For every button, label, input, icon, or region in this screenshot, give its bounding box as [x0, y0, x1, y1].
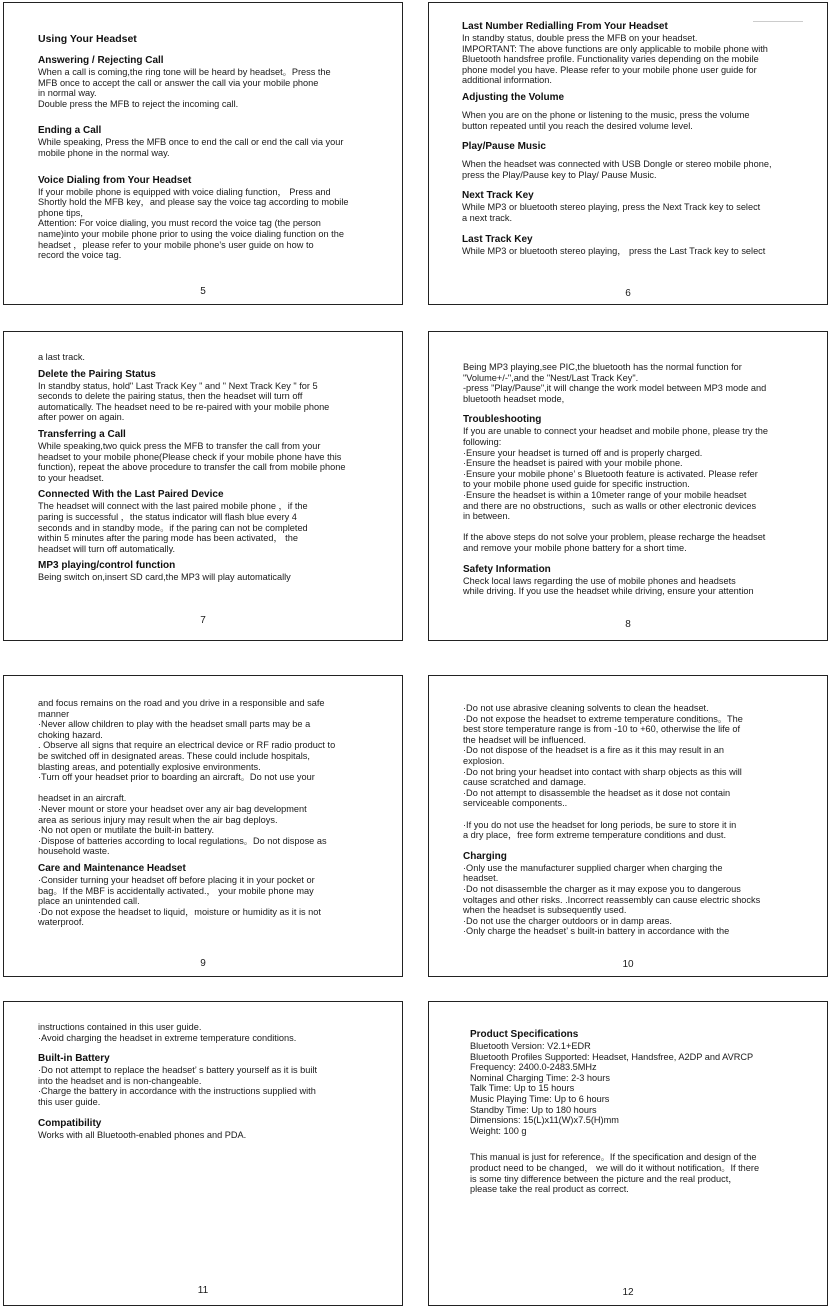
section-body-transfer-call: While speaking,two quick press the MFB to transfer the call from your headset to your mobile phone(Please check if your mobile phone have this function), repeat the above procedure to transfer the call from mobile phone to your headset.	[38, 440, 346, 483]
page-10-content	[463, 703, 811, 937]
section-heading-ending-call: Ending a Call	[38, 125, 102, 137]
manual-page-12	[428, 1001, 828, 1306]
section-body-troubleshooting: If you are unable to connect your headset and mobile phone, please try the following: ·Ensure your headset is turned off and is properly charged. ·Ensure the headset is paired with your mobile phone. ·Ensure your mobile phone’ s Bluetooth feature is activated. Please refer to your mobile phone used guide for specific instruction. ·Ensure the headset is within a 10meter range of your mobile headset and there are no obstructions，such as walls or other electronic devices in between. If the above steps do not solve your problem, please recharge the headset and remove your mobile phone battery for a short time.	[463, 426, 768, 553]
section-body-delete-pairing: In standby status, hold" Last Track Key " and " Next Track Key " for 5 seconds to delete the pairing status, then the headset will turn off automatically. The headset need to be re-paired with your mobile phone after power on again.	[38, 380, 330, 423]
page-11-intro: instructions contained in this user guide. ·Avoid charging the headset in extreme temperature conditions.	[38, 1022, 297, 1043]
section-body-ending-call: While speaking, Press the MFB once to end the call or end the call via your mobile phone in the normal way.	[38, 137, 344, 158]
page-10-intro: ·Do not use abrasive cleaning solvents to clean the headset. ·Do not expose the headset to extreme temperature conditions。The best store temperature range is from -10 to +60, otherwise the life of the headset will be influenced. ·Do not dispose of the headset is a fire as it this may result in an explosion. ·Do not bring your headset into contact with sharp objects as this will cause scratched and damage. ·Do not attempt to disassemble the headset as it dose not contain serviceable components.. ·If you do not use the headset for long periods, be sure to store it in a dry place，free form extreme temperature conditions and dust.	[463, 703, 743, 841]
section-heading-battery: Built-in Battery	[38, 1053, 110, 1065]
section-body-answering: When a call is coming,the ring tone will be heard by headset。Press the MFB once to accept the call or answer the call via your mobile phone in normal way. Double press the MFB to reject the incoming call.	[38, 67, 331, 109]
section-body-volume: When you are on the phone or listening to the music, press the volume button repeated until you reach the desired volume level.	[462, 109, 750, 131]
section-heading-volume: Adjusting the Volume	[462, 91, 565, 103]
section-heading-next-track: Next Track Key	[462, 190, 534, 202]
page-12-disclaimer: This manual is just for reference。If the specification and design of the product need to be changed， we will do it without notification。If there is some tiny difference between the picture and the real product， please take the real product as correct.	[470, 1152, 760, 1195]
manual-page-6	[428, 2, 828, 305]
section-body-play-pause: When the headset was connected with USB Dongle or stereo mobile phone, press the Play/Pause key to Play/ Pause Music.	[462, 159, 772, 180]
page-5-content	[38, 33, 384, 261]
section-heading-last-paired: Connected With the Last Paired Device	[38, 489, 224, 501]
section-heading-safety: Safety Information	[463, 563, 551, 575]
page-number-7: 7	[200, 615, 206, 626]
page-9-content	[38, 698, 386, 928]
manual-page-5	[3, 2, 403, 305]
page-8-content	[463, 362, 811, 597]
manual-page-11	[3, 1001, 403, 1306]
page-7-intro: a last track.	[38, 352, 85, 362]
section-body-mp3-control: Being switch on,insert SD card,the MP3 will play automatically	[38, 572, 291, 583]
section-heading-voice-dialing: Voice Dialing from Your Headset	[38, 174, 192, 186]
section-heading-redial: Last Number Redialling From Your Headset	[462, 21, 668, 32]
section-body-last-track: While MP3 or bluetooth stereo playing， press the Last Track key to select	[462, 245, 766, 256]
section-heading-answering: Answering / Rejecting Call	[38, 55, 164, 66]
page-8-intro: Being MP3 playing,see PIC,the bluetooth has the normal function for "Volume+/-",and the "Nest/Last Track Key". -press "Play/Pause",it will change the work model between MP3 mode and bluetooth headset mode,	[463, 362, 767, 404]
page-11-content	[38, 1022, 386, 1140]
section-heading-troubleshooting: Troubleshooting	[463, 414, 542, 426]
page-number-5: 5	[200, 286, 206, 297]
page-number-9: 9	[200, 958, 206, 969]
section-body-compatibility: Works with all Bluetooth-enabled phones and PDA.	[38, 1129, 247, 1140]
manual-page-7	[3, 331, 403, 641]
section-body-charging: ·Only use the manufacturer supplied charger when charging the headset. ·Do not disassemble the charger as it may expose you to dangerous voltages and other risks. .Incorrect reassembly can cause electric shocks when the headset is subsequently used. ·Do not use the charger outdoors or in damp areas. ·Only charge the headset’ s built-in battery in accordance with the	[463, 862, 761, 937]
manual-page-8	[428, 331, 828, 641]
section-body-battery: ·Do not attempt to replace the headset’ s battery yourself as it is built into the headset and is non-changeable. ·Charge the battery in accordance with the instructions supplied with this user guide.	[38, 1065, 317, 1107]
section-body-last-paired: The headset will connect with the last paired mobile phone ，if the paring is successful ，the status indicator will flash blue every 4 seconds and in standby mode。if the paring can not be completed within 5 minutes after the paring mode has been activated， the headset will turn off automatically.	[38, 501, 308, 554]
page-number-8: 8	[625, 619, 631, 630]
section-body-safety: Check local laws regarding the use of mobile phones and headsets while driving. If you use the headset while driving, ensure your attention	[463, 575, 754, 597]
section-heading-transfer-call: Transferring a Call	[38, 428, 126, 440]
page-number-6: 6	[625, 288, 631, 299]
section-body-specifications: Bluetooth Version: V2.1+EDR Bluetooth Profiles Supported: Headset, Handsfree, A2DP and AVRCP Frequency: 2400.0-2483.5MHz Nominal Charging Time: 2-3 hours Talk Time: Up to 15 hours Music Playing Time: Up to 6 hours Standby Time: Up to 180 hours Dimensions: 15(L)x11(W)x7.5(H)mm Weight: 100 g	[470, 1041, 754, 1136]
page-5-title: Using Your Headset	[38, 33, 137, 45]
section-heading-specifications: Product Specifications	[470, 1029, 579, 1040]
page-number-10: 10	[622, 959, 634, 970]
section-heading-care-maintenance: Care and Maintenance Headset	[38, 862, 186, 874]
page-number-12: 12	[622, 1287, 634, 1298]
section-heading-charging: Charging	[463, 850, 507, 862]
page-number-11: 11	[197, 1285, 209, 1296]
page-7-content	[38, 352, 386, 583]
section-body-voice-dialing: If your mobile phone is equipped with voice dialing function， Press and Shortly hold the MFB key，and please say the voice tag according to mobile phone tips, Attention: For voice dialing, you must record the voice tag (the person name)into your mobile phone prior to using the voice dialing function on the headset ，please refer to your mobile phone’s user guide on how to record the voice tag.	[38, 186, 349, 261]
section-body-care-maintenance: ·Consider turning your headset off before placing it in your pocket or bag。If the MBF is accidentally activated.， your mobile phone may place an unintended call. ·Do not expose the headset to liquid，moisture or humidity as it is not waterproof.	[38, 874, 321, 928]
section-heading-mp3-control: MP3 playing/control function	[38, 560, 176, 572]
page-9-intro: and focus remains on the road and you drive in a responsible and safe manner ·Never allow children to play with the headset small parts may be a choking hazard. . Observe all signs that require an electrical device or RF radio product to be switched off in designated areas. These could include hospitals, blasting areas, and potentially explosive environments. ·Turn off your headset prior to boarding an aircraft。Do not use your headset in an aircraft. ·Never mount or store your headset over any air bag development area as serious injury may result when the air bag deploys. ·No not open or mutilate the built-in battery. ·Dispose of batteries according to local regulations。Do not dispose as household waste.	[38, 698, 336, 857]
section-heading-delete-pairing: Delete the Pairing Status	[38, 368, 156, 380]
page-6-content	[462, 21, 809, 256]
section-heading-play-pause: Play/Pause Music	[462, 141, 546, 153]
manual-page-10	[428, 675, 828, 977]
page-12-content	[470, 1029, 813, 1195]
manual-page-9	[3, 675, 403, 977]
section-heading-last-track: Last Track Key	[462, 233, 533, 245]
section-heading-compatibility: Compatibility	[38, 1117, 102, 1129]
section-body-next-track: While MP3 or bluetooth stereo playing, press the Next Track key to select a next track.	[462, 202, 761, 223]
section-body-redial: In standby status, double press the MFB on your headset. IMPORTANT: The above functions are only applicable to mobile phone with Bluetooth handsfree profile. Functionality varies depending on the mobile phone model you have. Please refer to your mobile phone user guide for additional information.	[462, 33, 768, 86]
